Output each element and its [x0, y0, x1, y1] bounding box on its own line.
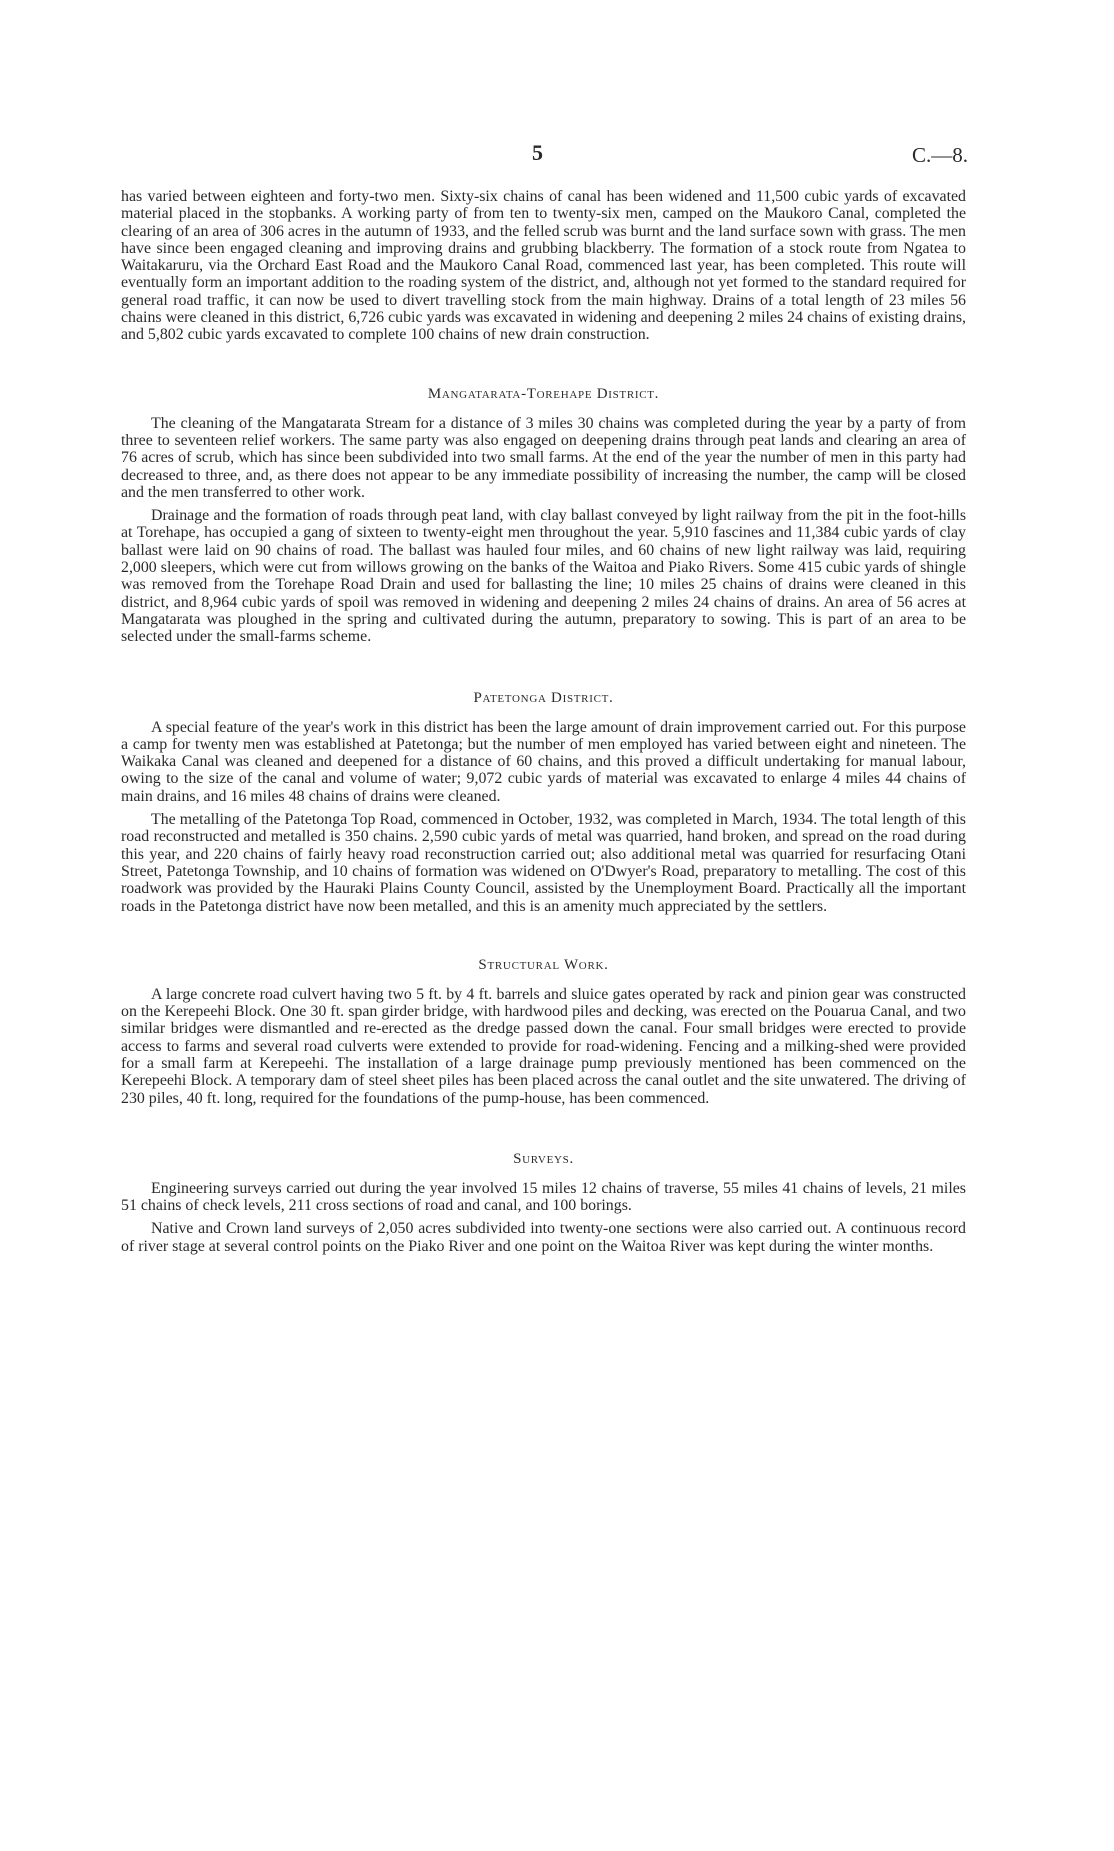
section-heading-surveys: Surveys. — [513, 1150, 574, 1167]
document-reference: C.—8. — [911, 143, 968, 167]
body-text — [121, 188, 966, 1255]
mangatarata-paragraph-1: The cleaning of the Mangatarata Stream for a distance of 3 miles 30 chains was completed during the year by a party of from three to seventeen relief workers. The same party was also engaged on deepening drains through peat lands and clearing an area of 76 acres of scrub, which has since been subdivided into two small farms. At the end of the year the number of men in this party had decreased to three, and, as there does not appear to be any immediate possibility of increasing the number, the camp will be closed and the men transferred to other work. — [121, 414, 966, 501]
section-heading-patetonga: Patetonga District. — [473, 689, 614, 706]
surveys-paragraph-2: Native and Crown land surveys of 2,050 acres subdivided into twenty-one sections were also carried out. A continuous record of river stage at several control points on the Piako River and one point on the Waitoa River was kept during the winter months. — [121, 1220, 966, 1255]
surveys-paragraph-1: Engineering surveys carried out during the year involved 15 miles 12 chains of traverse, 55 miles 41 chains of levels, 21 miles 51 chains of check levels, 211 cross sections of road and canal, and 100 borings. — [121, 1179, 966, 1215]
patetonga-paragraph-2: The metalling of the Patetonga Top Road, commenced in October, 1932, was completed in March, 1934. The total length of this road reconstructed and metalled is 350 chains. 2,590 cubic yards of metal was quarried, hand broken, and spread on the road during this year, and 220 chains of fairly heavy road reconstruction carried out; also additional metal was quarried for resurfacing Otani Street, Patetonga Township, and 10 chains of formation was widened on O'Dwyer's Road, preparatory to metalling. The cost of this roadwork was provided by the Hauraki Plains County Council, assisted by the Unemployment Board. Practically all the important roads in the Patetonga district have now been metalled, and this is an amenity much appreciated by the settlers. — [121, 811, 966, 915]
section-heading-structural-work: Structural Work. — [478, 956, 609, 973]
patetonga-paragraph-1: A special feature of the year's work in this district has been the large amount of drain improvement carried out. For this purpose a camp for twenty men was established at Patetonga; but the number of men employed has varied between eight and nineteen. The Waikaka Canal was cleaned and deepened for a distance of 60 chains, and this proved a difficult undertaking for manual labour, owing to the size of the canal and volume of water; 9,072 cubic yards of material was excavated to enlarge 4 miles 44 chains of main drains, and 16 miles 48 chains of drains were cleaned. — [121, 718, 966, 805]
page-number: 5 — [532, 140, 543, 165]
mangatarata-paragraph-2: Drainage and the formation of roads through peat land, with clay ballast conveyed by light railway from the pit in the foot-hills at Torehape, has occupied a gang of sixteen to twenty-eight men throughout the year. 5,910 fascines and 11,384 cubic yards of clay ballast were laid on 90 chains of road. The ballast was hauled four miles, and 60 chains of new light railway was laid, requiring 2,000 sleepers, which were cut from willows growing on the banks of the Waitoa and Piako Rivers. Some 415 cubic yards of shingle was removed from the Torehape Road Drain and used for ballasting the line; 10 miles 25 chains of drains were cleaned in this district, and 8,964 cubic yards of spoil was removed in widening and deepening 2 miles 24 chains of drains. An area of 56 acres at Mangatarata was ploughed in the spring and cultivated during the autumn, preparatory to sowing. This is part of an area to be selected under the small-farms scheme. — [121, 507, 966, 646]
intro-paragraph: has varied between eighteen and forty-two men. Sixty-six chains of canal has been widened and 11,500 cubic yards of excavated material placed in the stopbanks. A working party of from ten to twenty-six men, camped on the Maukoro Canal, completed the clearing of an area of 306 acres in the autumn of 1933, and the felled scrub was burnt and the land surface sown with grass. The men have since been engaged cleaning and improving drains and grubbing blackberry. The formation of a stock route from Ngatea to Waitakaruru, via the Orchard East Road and the Maukoro Canal Road, commenced last year, has been completed. This route will eventually form an important addition to the roading system of the district, and, although not yet formed to the standard required for general road traffic, it can now be used to divert travelling stock from the main highway. Drains of a total length of 23 miles 56 chains were cleaned in this district, 6,726 cubic yards was excavated in widening and deepening 2 miles 24 chains of existing drains, and 5,802 cubic yards excavated to complete 100 chains of new drain construction. — [121, 188, 966, 344]
structural-paragraph-1: A large concrete road culvert having two 5 ft. by 4 ft. barrels and sluice gates operated by rack and pinion gear was constructed on the Kerepeehi Block. One 30 ft. span girder bridge, with hardwood piles and decking, was erected on the Pouarua Canal, and two similar bridges were dismantled and re-erected as the dredge passed down the canal. Four small bridges were erected to provide access to farms and several road culverts were extended to provide for road-widening. Fencing and a milking-shed were provided for a small farm at Kerepeehi. The installation of a large drainage pump previously mentioned has been commenced on the Kerepeehi Block. A temporary dam of steel sheet piles has been placed across the canal outlet and the site unwatered. The driving of 230 piles, 40 ft. long, required for the foundations of the pump-house, has been commenced. — [121, 985, 966, 1107]
section-heading-mangatarata: Mangatarata-Torehape District. — [427, 385, 660, 402]
